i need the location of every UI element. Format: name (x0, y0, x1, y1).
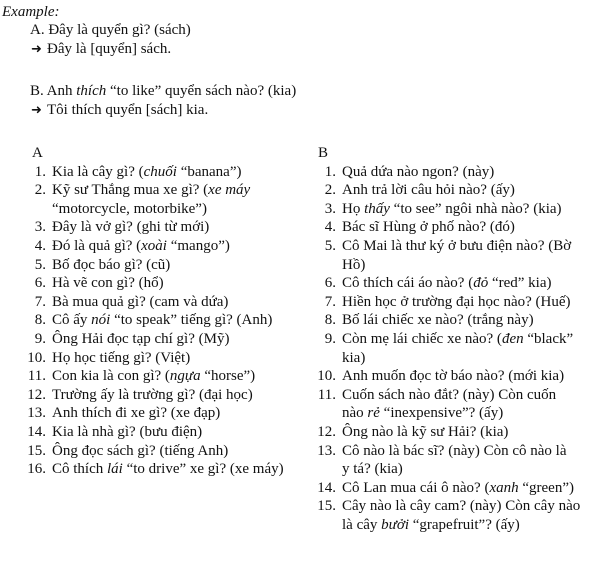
list-item (304, 274, 600, 293)
item-number: 14. (27, 423, 46, 440)
list-item (304, 442, 600, 461)
item-number: 8. (324, 312, 336, 329)
item-number: 5. (324, 237, 336, 254)
item-number: 15. (27, 442, 46, 459)
item-text-tail: “horse”) (200, 368, 256, 385)
example-b-prompt (30, 82, 296, 101)
list-item (14, 181, 314, 200)
item-italic-word: đen (501, 330, 524, 347)
example-title: Example: (2, 4, 60, 20)
list-item (304, 163, 600, 182)
list-item (304, 200, 600, 219)
item-text: Cuốn sách nào đắt? (này) Còn cuốn (342, 386, 557, 403)
item-italic-word: ngựa (169, 368, 201, 385)
item-text: kia) (342, 349, 366, 366)
example-b-answer-text: Tôi thích quyển [sách] kia. (47, 102, 209, 118)
item-number: 6. (34, 275, 46, 292)
list-item (14, 237, 314, 256)
item-text: Kia là nhà gì? (bưu điện) (52, 423, 203, 440)
item-italic-word: nói (91, 312, 111, 329)
list-item (14, 423, 314, 442)
example-b-answer (31, 101, 208, 121)
item-text-tail: “inexpensive”? (ấy) (379, 405, 504, 422)
item-italic-word: rẻ (367, 405, 380, 422)
item-number: 13. (27, 405, 46, 422)
item-italic-word: chuối (143, 163, 177, 180)
item-text: Anh muốn đọc tờ báo nào? (mới kia) (342, 368, 565, 385)
item-number: 5. (34, 256, 46, 273)
list-item (14, 218, 314, 237)
column-b (304, 144, 600, 534)
item-text-tail: “grapefruit”? (ấy) (409, 516, 520, 533)
item-italic-word: xanh (489, 479, 519, 496)
column-a (14, 144, 314, 479)
list-item-continuation (304, 349, 600, 368)
list-item (304, 497, 600, 516)
item-text: Cô thích (52, 461, 107, 478)
list-item-continuation (14, 200, 314, 219)
item-text: Đó là quả gì? ( (52, 237, 142, 254)
item-text: Quả dứa nào ngon? (này) (342, 163, 495, 180)
item-italic-word: lái (107, 461, 123, 478)
list-item (14, 386, 314, 405)
item-number: 2. (324, 182, 336, 199)
item-text-tail: “green”) (518, 479, 574, 496)
list-item (304, 386, 600, 405)
arrow-right-icon: ➜ (31, 103, 42, 118)
item-text: Đây là vở gì? (ghi từ mới) (52, 219, 210, 236)
list-item (304, 237, 600, 256)
example-a-answer (31, 40, 171, 60)
list-item (304, 479, 600, 498)
item-italic-word: xoài (141, 237, 167, 254)
item-number: 1. (34, 163, 46, 180)
item-text: Anh trả lời câu hỏi nào? (ấy) (342, 182, 515, 199)
list-item (14, 311, 314, 330)
list-item (304, 367, 600, 386)
item-text: Bố lái chiếc xe nào? (trắng này) (342, 312, 534, 329)
list-item (304, 181, 600, 200)
item-number: 12. (27, 386, 46, 403)
item-number: 10. (317, 368, 336, 385)
example-a-answer-text: Đây là [quyển] sách. (47, 41, 172, 57)
item-text: Ông nào là kỹ sư Hải? (kia) (342, 423, 509, 440)
item-text: Cô Lan mua cái ô nào? ( (342, 479, 490, 496)
item-text: Họ học tiếng gì? (Việt) (52, 349, 191, 366)
column-a-heading: A (32, 145, 43, 161)
item-text: Ông Hải đọc tạp chí gì? (Mỹ) (52, 330, 230, 347)
list-item (14, 460, 314, 479)
item-number: 6. (324, 275, 336, 292)
item-number: 12. (317, 423, 336, 440)
list-item (304, 218, 600, 237)
item-text: Cô nào là bác sĩ? (này) Còn cô nào là (342, 442, 567, 459)
item-italic-word: bưởi (381, 516, 409, 533)
item-number: 11. (317, 386, 336, 403)
list-item (304, 423, 600, 442)
item-text: Họ (342, 200, 365, 217)
item-number: 9. (34, 330, 46, 347)
column-b-heading: B (318, 145, 329, 161)
list-item-continuation (304, 404, 600, 423)
item-text: Bác sĩ Hùng ở phố nào? (đó) (342, 219, 515, 236)
item-text: Ông đọc sách gì? (tiếng Anh) (52, 442, 229, 459)
item-number: 11. (27, 368, 46, 385)
example-b-prompt-post: “to like” quyển sách nào? (kia) (106, 83, 297, 99)
item-number: 7. (324, 293, 336, 310)
item-text-tail: “to see” ngôi nhà nào? (kia) (389, 200, 562, 217)
item-number: 8. (34, 312, 46, 329)
list-item (14, 163, 314, 182)
list-item (304, 311, 600, 330)
list-item (14, 367, 314, 386)
item-italic-word: đỏ (473, 275, 489, 292)
item-text-tail: “to drive” xe gì? (xe máy) (122, 461, 284, 478)
list-item-continuation (304, 256, 600, 275)
list-item (14, 274, 314, 293)
item-number: 7. (34, 293, 46, 310)
list-item (14, 404, 314, 423)
item-text: Kỹ sư Thắng mua xe gì? ( (52, 182, 209, 199)
item-number: 4. (34, 237, 46, 254)
example-b-prompt-pre: B. Anh (30, 83, 77, 99)
item-text: Cô thích cái áo nào? ( (342, 275, 474, 292)
column-b-list (304, 163, 600, 535)
item-text: Hồ) (342, 256, 366, 273)
item-number: 16. (27, 461, 46, 478)
item-text: Cô Mai là thư ký ở bưu điện nào? (Bờ (342, 237, 572, 254)
example-a-prompt (30, 21, 191, 40)
item-number: 3. (324, 200, 336, 217)
item-text-tail: “mango”) (166, 237, 230, 254)
item-number: 9. (324, 330, 336, 347)
item-number: 14. (317, 479, 336, 496)
item-number: 2. (34, 182, 46, 199)
item-number: 10. (27, 349, 46, 366)
example-a-prompt-text: A. Đây là quyển gì? (sách) (30, 22, 191, 38)
list-item (14, 349, 314, 368)
list-item-continuation (304, 460, 600, 479)
arrow-right-icon: ➜ (31, 42, 42, 57)
item-text: Kia là cây gì? ( (52, 163, 144, 180)
item-text: “motorcycle, motorbike”) (52, 200, 207, 217)
example-b-prompt-italic: thích (76, 83, 107, 99)
item-text: Hiền học ở trường đại học nào? (Huế) (342, 293, 571, 310)
item-text: Bà mua quả gì? (cam và dứa) (52, 293, 229, 310)
list-item (304, 330, 600, 349)
item-text-tail: “black” (523, 330, 574, 347)
list-item (14, 293, 314, 312)
item-text: Cây nào là cây cam? (này) Còn cây nào (342, 498, 581, 515)
item-text: Hà vẽ con gì? (hổ) (52, 275, 164, 292)
item-text: Con kia là con gì? ( (52, 368, 170, 385)
list-item-continuation (304, 516, 600, 535)
list-item (304, 293, 600, 312)
item-text-tail: “banana”) (176, 163, 242, 180)
item-text: Cô ấy (52, 312, 92, 329)
item-text: Còn mẹ lái chiếc xe nào? ( (342, 330, 502, 347)
item-number: 1. (324, 163, 336, 180)
item-number: 4. (324, 219, 336, 236)
item-text: Bố đọc báo gì? (cũ) (52, 256, 171, 273)
item-text: y tá? (kia) (342, 461, 403, 478)
item-text-tail: “red” kia) (488, 275, 552, 292)
item-italic-word: xe máy (208, 182, 251, 199)
list-item (14, 330, 314, 349)
list-item (14, 256, 314, 275)
item-number: 3. (34, 219, 46, 236)
item-number: 13. (317, 442, 336, 459)
item-text: Trường ấy là trường gì? (đại học) (52, 386, 253, 403)
item-italic-word: thấy (364, 200, 390, 217)
item-text: là cây (342, 516, 382, 533)
item-number: 15. (317, 498, 336, 515)
item-text: Anh thích đi xe gì? (xe đạp) (52, 405, 221, 422)
item-text-tail: “to speak” tiếng gì? (Anh) (110, 312, 273, 329)
item-text: nào (342, 405, 368, 422)
column-a-list (14, 163, 314, 479)
list-item (14, 442, 314, 461)
